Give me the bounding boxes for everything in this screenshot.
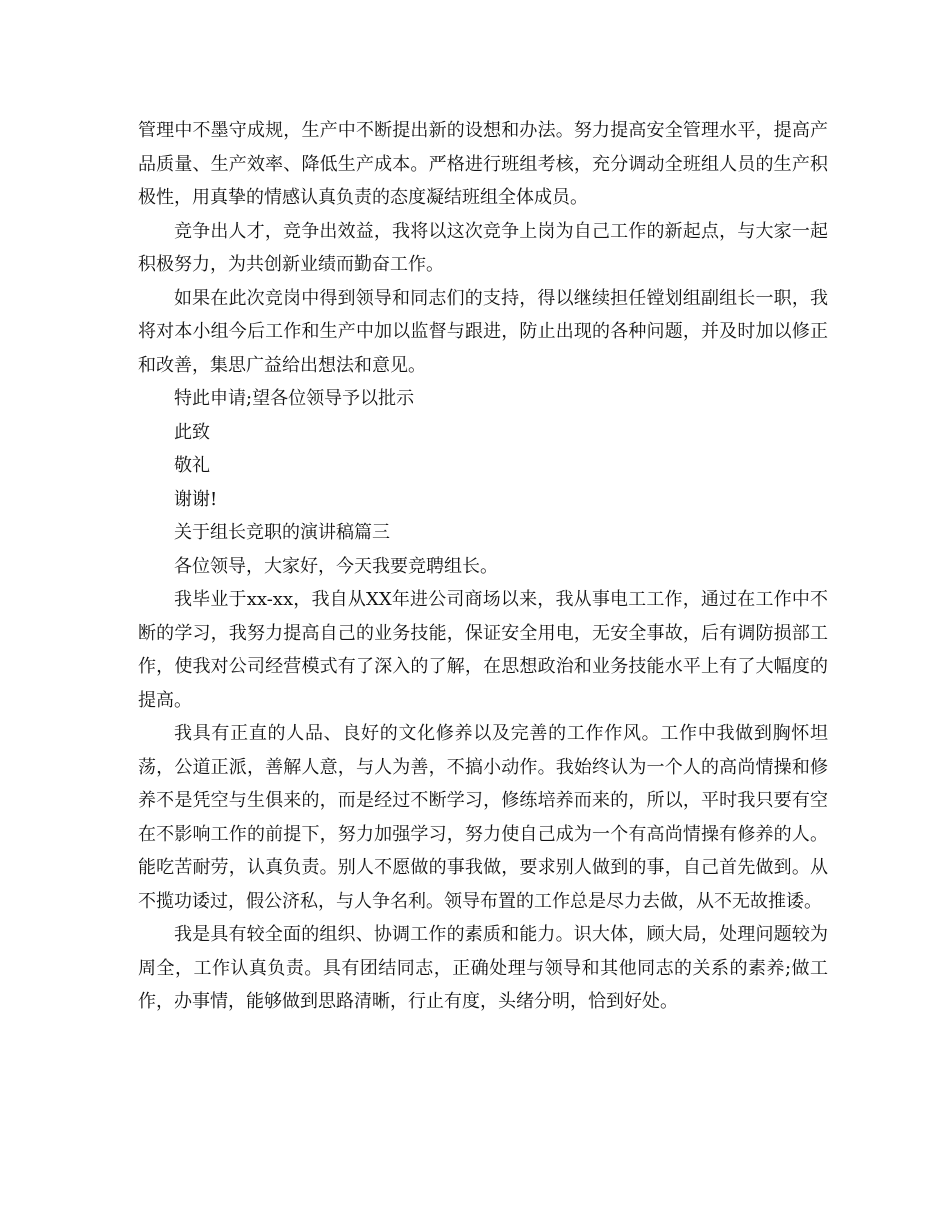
paragraph-2: 竞争出人才，竞争出效益，我将以这次竞争上岗为自己工作的新起点，与大家一起积极努力，为共创新业绩而勤奋工作。 — [138, 220, 828, 275]
paragraph-character: 我具有正直的人品、良好的文化修养以及完善的工作作风。工作中我做到胸怀坦荡，公道正派，善解人意，与人为善，不搞小动作。我始终认为一个人的高尚情操和修养不是凭空与生俱来的，而是经过不断学习，修练培养而来的，所以，平时我只要有空在不影响工作的前提下，努力加强学习，努力使自己成为一个有高尚情操有修养的人。能吃苦耐劳，认真负责。别人不愿做的事我做，要求别人做到的事，自己首先做到。从不揽功诿过，假公济私，与人争名利。领导布置的工作总是尽力去做，从不无故推诿。 — [138, 723, 828, 912]
paragraph-1: 管理中不墨守成规，生产中不断提出新的设想和办法。努力提高安全管理水平，提高产品质量、生产效率、降低生产成本。严格进行班组考核，充分调动全班组人员的生产积极性，用真挚的情感认真负责的态度凝结班组全体成员。 — [138, 120, 828, 208]
paragraph-regards: 敬礼 — [174, 455, 210, 476]
paragraph-ability: 我是具有较全面的组织、协调工作的素质和能力。识大体，顾大局，处理问题较为周全，工作认真负责。具有团结同志，正确处理与领导和其他同志的关系的素养;做工作，办事情，能够做到思路清晰，行止有度，头绪分明，恰到好处。 — [138, 924, 828, 1012]
paragraph-thanks: 谢谢! — [174, 488, 218, 510]
paragraph-background: 我毕业于xx-xx，我自从XX年进公司商场以来，我从事电工工作，通过在工作中不断的学习，我努力提高自己的业务技能，保证安全用电，无安全事故，后有调防损部工作，使我对公司经营模式有了深入的了解，在思想政治和业务技能水平上有了大幅度的提高。 — [138, 589, 828, 711]
paragraph-request: 特此申请;望各位领导予以批示 — [174, 388, 415, 409]
document-body — [138, 114, 828, 1019]
paragraph-greeting: 各位领导，大家好，今天我要竞聘组长。 — [174, 555, 498, 577]
paragraph-3: 如果在此次竞岗中得到领导和同志们的支持，得以继续担任镗划组副组长一职，我将对本小组今后工作和生产中加以监督与跟进，防止出现的各种问题，并及时加以修正和改善，集思广益给出想法和意见。 — [138, 287, 828, 376]
section-heading: 关于组长竞职的演讲稿篇三 — [174, 522, 390, 543]
paragraph-salutation: 此致 — [174, 421, 210, 443]
